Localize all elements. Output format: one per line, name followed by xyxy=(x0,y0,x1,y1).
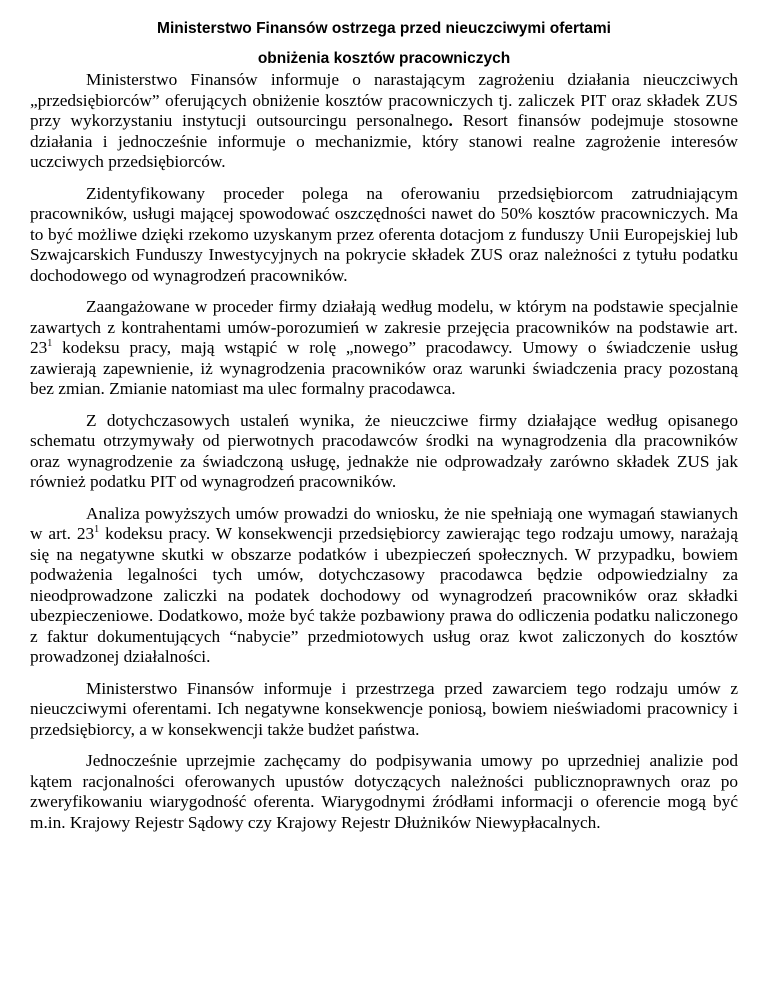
document-page xyxy=(30,18,738,844)
paragraph-6: Ministerstwo Finansów informuje i przestrzega przed zawarciem tego rodzaju umów z nieuczciwymi oferentami. Ich negatywne konsekwencje poniosą, bowiem nieświadomi pracownicy i przedsiębiorcy, a w konsekwencji także budżet państwa. xyxy=(30,678,738,739)
paragraph-5 xyxy=(30,504,738,668)
paragraph-2: Zidentyfikowany proceder polega na oferowaniu przedsiębiorcom zatrudniającym pracowników, usługi mającej spowodować oszczędności nawet do 50% kosztów pracowniczych. Ma to być możliwe dzięki rzekomo uzyskanym przez oferenta dotacjom z funduszy Unii Europejskiej lub Szwajcarskich Funduszy Inwestycyjnych na pokrycie składek ZUS oraz należności z tytułu podatku dochodowego od wynagrodzeń pracowników. xyxy=(30,183,738,285)
paragraph-3 xyxy=(30,297,738,400)
paragraph-1-text-b: Resort finansów podejmuje stosowne działania i jednocześnie informuje o mechanizmie, który stanowi realne zagrożenie interesów uczciwych przedsiębiorców. xyxy=(30,111,739,171)
paragraph-1-bold-dot: . xyxy=(448,111,453,130)
paragraph-4: Z dotychczasowych ustaleń wynika, że nieuczciwe firmy działające według opisanego schematu otrzymywały od pierwotnych pracodawców środki na wynagrodzenia dla pracowników oraz wynagrodzenie za świadczoną usługę, jednakże nie odprowadzały zarówno składek ZUS jak również podatku PIT od wynagrodzeń pracowników. xyxy=(30,410,738,491)
paragraph-1 xyxy=(30,70,738,173)
paragraph-5-text-b: kodeksu pracy. W konsekwencji przedsiębiorcy zawierając tego rodzaju umowy, narażają się na negatywne skutki w obszarze podatków i ubezpieczeń społecznych. W przypadku, bowiem podważenia legalności tych umów, dotychczasowy pracodawca będzie odpowiedzialny za nieodprowadzone zaliczki na podatek dochodowy od wynagrodzeń pracowników oraz składki ubezpieczeniowe. Dodatkowo, może być także pozbawiony prawa do odliczenia podatku naliczonego z faktur dokumentujących “nabycie” przedmiotowych usług oraz kwot zaliczonych do kosztów prowadzonej działalności. xyxy=(30,524,738,666)
paragraph-5-text-a: Analiza powyższych umów prowadzi do wniosku, że nie spełniają one wymagań stawianych w art. 23 xyxy=(30,503,738,543)
article-superscript: 1 xyxy=(94,524,100,536)
document-title-line-2: obniżenia kosztów pracowniczych xyxy=(257,50,511,67)
paragraph-1-text-a: Ministerstwo Finansów informuje o narastającym zagrożeniu działania nieuczciwych „przedsiębiorców” oferujących obniżenie kosztów pracowniczych tj. zaliczek PIT oraz składek ZUS przy wykorzystaniu instytucji outsourcingu personalnego xyxy=(30,70,738,130)
paragraph-3-text-a: Zaangażowane w proceder firmy działają według modelu, w którym na podstawie specjalnie zawartych z kontrahentami umów-porozumień w zakresie przejęcia pracowników na podstawie art. 23 xyxy=(30,297,738,357)
paragraph-7: Jednocześnie uprzejmie zachęcamy do podpisywania umowy po uprzedniej analizie pod kątem racjonalności oferowanych upustów dotyczących należności publicznoprawnych oraz po zweryfikowaniu wiarygodność oferenta. Wiarygodnymi źródłami informacji o oferencie mogą być m.in. Krajowy Rejestr Sądowy czy Krajowy Rejestr Dłużników Niewypłacalnych. xyxy=(30,751,738,832)
paragraph-3-text-b: kodeksu pracy, mają wstąpić w rolę „nowego” pracodawcy. Umowy o świadczenie usług zawierają zapewnienie, iż wynagrodzenia pracowników oraz warunki świadczenia pracy pozostaną bez zmian. Zmianie natomiast ma ulec formalny pracodawca. xyxy=(30,338,738,398)
article-superscript: 1 xyxy=(47,338,53,350)
document-title-line-1: Ministerstwo Finansów ostrzega przed nieuczciwymi ofertami xyxy=(157,20,611,37)
